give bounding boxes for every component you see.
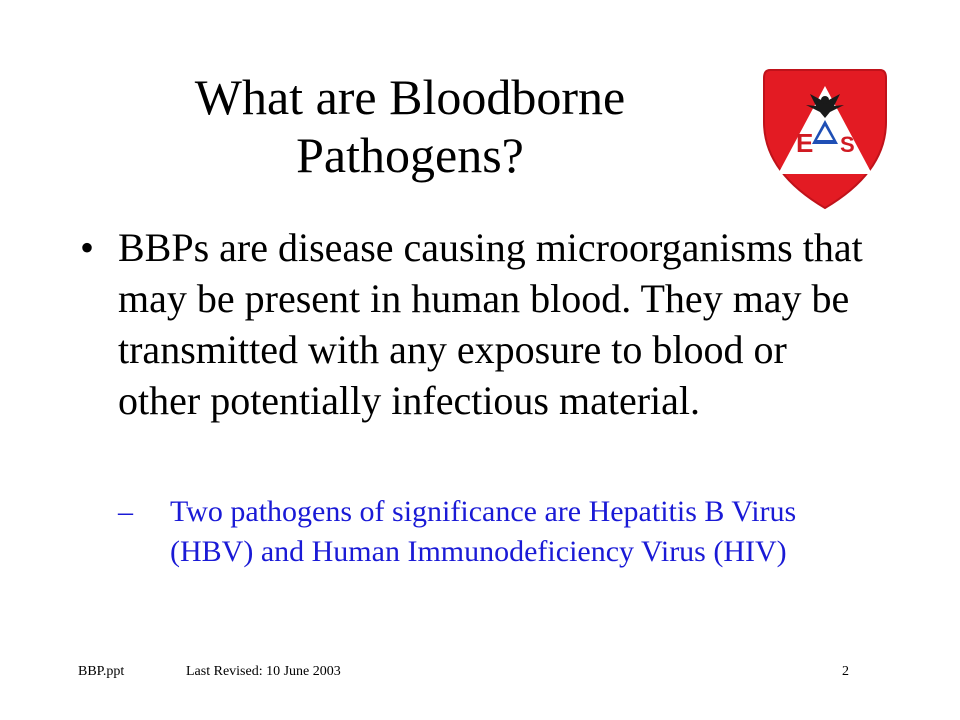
- footer-page-number: 2: [842, 664, 849, 679]
- slide-title-line-2: Pathogens?: [296, 127, 524, 183]
- sub-bullet: [118, 492, 878, 572]
- main-bullet-text: BBPs are disease causing microorganisms that may be present in human blood. They may be transmitted with any exposure to blood or other potentially infectious material.: [118, 225, 863, 423]
- sub-bullet-dash: –: [118, 495, 133, 528]
- logo-letter-e: E: [796, 128, 814, 158]
- bullet-dot: •: [80, 225, 95, 270]
- logo-letter-s: S: [840, 132, 855, 157]
- footer-last-revised: Last Revised: 10 June 2003: [186, 664, 341, 679]
- footer-filename: BBP.ppt: [78, 664, 125, 679]
- civil-air-patrol-es-emblem-icon: [760, 62, 890, 212]
- sub-bullet-text: Two pathogens of significance are Hepatitis B Virus (HBV) and Human Immunodeficiency Virus (HIV): [170, 495, 797, 568]
- slide-title: [120, 68, 700, 184]
- main-bullet: [80, 222, 870, 426]
- slide-title-line-1: What are Bloodborne: [194, 69, 626, 125]
